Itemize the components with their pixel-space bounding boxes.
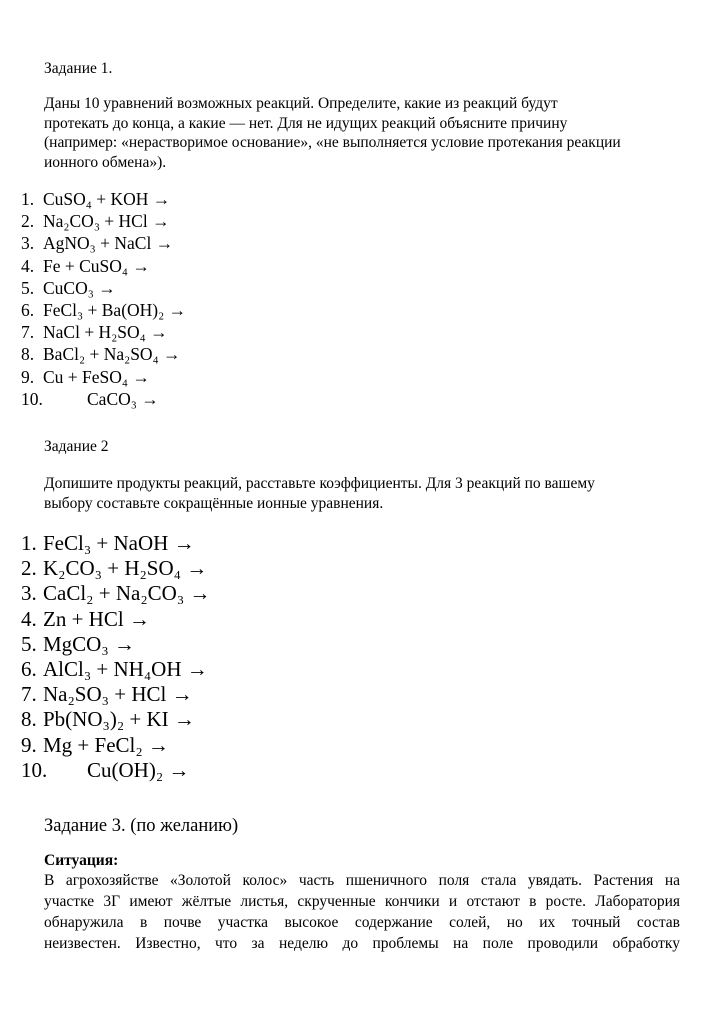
reaction-equation: Cu(OH)₂ →: [87, 757, 190, 782]
reaction-equation: AlCl₃ + NH₄OH →: [43, 656, 208, 681]
reaction-equation: CaCO₃ →: [87, 388, 159, 409]
situation-text: [44, 870, 680, 954]
item-number: 3.: [21, 233, 35, 254]
task2-heading: Задание 2: [44, 438, 109, 455]
reaction-equation: Cu + FeSO₄ →: [43, 366, 150, 387]
reaction-item: [21, 232, 186, 254]
reaction-item: [21, 366, 186, 388]
task2-intro-line: выбору составьте сокращённые ионные уравнения.: [44, 494, 384, 512]
task1-intro-line: Даны 10 уравнений возможных реакций. Определите, какие из реакций будут: [44, 95, 558, 112]
item-number: 10.: [21, 388, 43, 409]
item-number: 6.: [21, 299, 35, 320]
reaction-equation: NaCl + H₂SO₄ →: [43, 322, 168, 343]
item-number: 2.: [21, 556, 37, 581]
reaction-item: [21, 188, 186, 210]
task1-heading: Задание 1.: [44, 60, 113, 77]
item-number: 4.: [21, 255, 35, 276]
reaction-equation: CuSO₄ + KOH →: [43, 189, 171, 209]
task2-reaction-list: [21, 531, 210, 783]
reaction-item: [21, 299, 186, 321]
reaction-item: [21, 733, 210, 758]
reaction-equation: FeCl₃ + NaOH →: [43, 531, 195, 555]
item-number: 7.: [21, 682, 37, 707]
reaction-equation: Pb(NO₃)₂ + KI →: [43, 707, 195, 732]
situation-line: В агрохозяйстве «Золотой колос» часть пшеничного поля стала увядать. Растения на: [44, 872, 680, 889]
situation-line: участке 3Г имеют жёлтые листья, скрученные кончики и отстают в росте. Лаборатория: [44, 893, 680, 910]
reaction-item: [21, 210, 186, 232]
task1-reaction-list: [21, 188, 186, 410]
reaction-item: [21, 607, 210, 632]
reaction-equation: Mg + FeCl₂ →: [43, 732, 169, 757]
reaction-item: [21, 682, 210, 707]
reaction-equation: Na₂CO₃ + HCl →: [43, 211, 170, 232]
item-number: 1.: [21, 189, 35, 209]
reaction-item: [21, 388, 186, 410]
task3-heading: Задание 3. (по желанию): [44, 816, 239, 836]
item-number: 8.: [21, 344, 35, 365]
reaction-equation: Na₂SO₃ + HCl →: [43, 682, 193, 707]
reaction-item: [21, 758, 210, 783]
reaction-equation: CaCl₂ + Na₂CO₃ →: [43, 581, 211, 606]
task1-intro-line: (например: «нерастворимое основание», «не выполняется условие протекания реакции: [44, 134, 621, 151]
task1-intro-line: ионного обмена»).: [44, 153, 167, 171]
item-number: 7.: [21, 322, 35, 343]
item-number: 10.: [21, 757, 48, 782]
reaction-equation: BaCl₂ + Na₂SO₄ →: [43, 344, 181, 365]
reaction-item: [21, 277, 186, 299]
situation-line: неизвестен. Известно, что за неделю до проблемы на поле проводили обработку: [44, 935, 680, 952]
reaction-item: [21, 581, 210, 606]
reaction-equation: AgNO₃ + NaCl →: [43, 233, 174, 254]
item-number: 4.: [21, 606, 37, 631]
reaction-item: [21, 556, 210, 581]
reaction-item: [21, 255, 186, 277]
item-number: 3.: [21, 581, 37, 606]
reaction-item: [21, 657, 210, 682]
item-number: 1.: [21, 531, 37, 555]
task2-intro: [44, 474, 684, 513]
item-number: 5.: [21, 277, 35, 298]
item-number: 2.: [21, 211, 35, 232]
reaction-item: [21, 321, 186, 343]
task1-intro: [44, 94, 684, 172]
item-number: 6.: [21, 656, 37, 681]
reaction-item: [21, 632, 210, 657]
item-number: 9.: [21, 732, 37, 757]
reaction-equation: Zn + HCl →: [43, 606, 150, 631]
reaction-item: [21, 531, 210, 556]
task2-intro-line: Допишите продукты реакций, расставьте коэффициенты. Для 3 реакций по вашему: [44, 475, 595, 492]
reaction-equation: Fe + CuSO₄ →: [43, 255, 150, 276]
situation-line: обнаружила в почве участка высокое содержание солей, но их точный состав: [44, 914, 680, 931]
situation-label: Ситуация:: [44, 852, 119, 869]
item-number: 5.: [21, 631, 37, 656]
reaction-equation: FeCl₃ + Ba(OH)₂ →: [43, 299, 187, 320]
task1-intro-line: протекать до конца, а какие — нет. Для не идущих реакций объясните причину: [44, 114, 568, 132]
reaction-item: [21, 707, 210, 732]
reaction-equation: K₂CO₃ + H₂SO₄ →: [43, 556, 208, 581]
reaction-equation: MgCO₃ →: [43, 631, 135, 656]
item-number: 9.: [21, 366, 35, 387]
reaction-item: [21, 343, 186, 365]
item-number: 8.: [21, 707, 37, 732]
reaction-equation: CuCO₃ →: [43, 277, 116, 298]
